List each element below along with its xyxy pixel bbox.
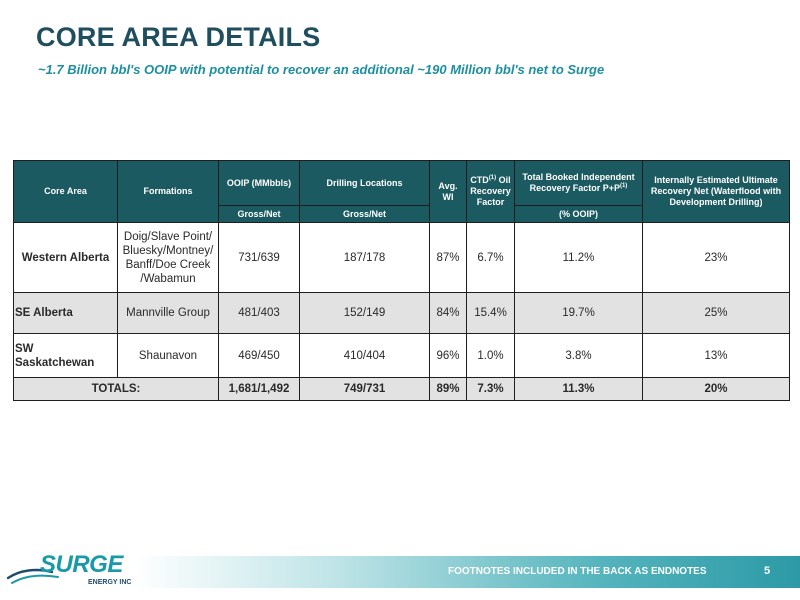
totals-booked: 11.3% <box>515 378 643 401</box>
logo-tagline: ENERGY INC <box>88 579 132 586</box>
totals-internal: 20% <box>643 378 790 401</box>
table-header-row <box>14 161 790 206</box>
cell-core-area: Western Alberta <box>14 223 118 293</box>
totals-row <box>14 378 790 401</box>
header-booked-label: Total Booked Independent Recovery Factor P+P <box>522 172 635 193</box>
surge-logo <box>6 548 136 592</box>
cell-ctd: 6.7% <box>467 223 515 293</box>
totals-drilling: 749/731 <box>300 378 430 401</box>
header-ctd <box>467 161 515 223</box>
subheader-ooip: Gross/Net <box>219 206 300 223</box>
cell-core-area: SE Alberta <box>14 293 118 334</box>
cell-avg-wi: 87% <box>430 223 467 293</box>
cell-avg-wi: 84% <box>430 293 467 334</box>
header-ooip: OOIP (MMbbls) <box>219 161 300 206</box>
header-ctd-label: CTD <box>470 175 489 185</box>
cell-internal: 25% <box>643 293 790 334</box>
cell-drilling: 410/404 <box>300 334 430 378</box>
cell-drilling: 187/178 <box>300 223 430 293</box>
totals-ctd: 7.3% <box>467 378 515 401</box>
cell-ctd: 1.0% <box>467 334 515 378</box>
cell-ooip: 469/450 <box>219 334 300 378</box>
cell-avg-wi: 96% <box>430 334 467 378</box>
cell-drilling: 152/149 <box>300 293 430 334</box>
page-subtitle: ~1.7 Billion bbl's OOIP with potential to recover an additional ~190 Million bbl's net to Surge <box>38 62 605 77</box>
header-drilling-locations: Drilling Locations <box>300 161 430 206</box>
core-area-table <box>13 160 790 401</box>
subheader-booked: (% OOIP) <box>515 206 643 223</box>
header-internal-recovery: Internally Estimated Ultimate Recovery Net (Waterflood with Development Drilling) <box>643 161 790 223</box>
subheader-drilling: Gross/Net <box>300 206 430 223</box>
totals-label: TOTALS: <box>14 378 219 401</box>
header-ctd-rest: Oil Recovery Factor <box>470 175 511 207</box>
header-formations: Formations <box>118 161 219 223</box>
cell-ooip: 481/403 <box>219 293 300 334</box>
table-row <box>14 223 790 293</box>
cell-ooip: 731/639 <box>219 223 300 293</box>
cell-core-area: SW Saskatchewan <box>14 334 118 378</box>
table-row <box>14 293 790 334</box>
cell-booked: 3.8% <box>515 334 643 378</box>
table-row <box>14 334 790 378</box>
page-title: CORE AREA DETAILS <box>36 22 321 52</box>
totals-avg-wi: 89% <box>430 378 467 401</box>
cell-internal: 13% <box>643 334 790 378</box>
header-booked-footnote: (1) <box>619 183 628 189</box>
header-core-area: Core Area <box>14 161 118 223</box>
totals-ooip: 1,681/1,492 <box>219 378 300 401</box>
cell-formations: Doig/Slave Point/ Bluesky/Montney/ Banff/Doe Creek /Wabamun <box>118 223 219 293</box>
page-number: 5 <box>764 565 771 577</box>
cell-booked: 11.2% <box>515 223 643 293</box>
cell-booked: 19.7% <box>515 293 643 334</box>
cell-internal: 23% <box>643 223 790 293</box>
header-booked-recovery <box>515 161 643 206</box>
header-avg-wi: Avg. WI <box>430 161 467 223</box>
cell-ctd: 15.4% <box>467 293 515 334</box>
footnote-text: FOOTNOTES INCLUDED IN THE BACK AS ENDNOTES <box>448 566 707 577</box>
cell-formations: Mannville Group <box>118 293 219 334</box>
logo-wordmark: SURGE <box>40 551 123 578</box>
header-ctd-footnote: (1) <box>488 175 497 181</box>
cell-formations: Shaunavon <box>118 334 219 378</box>
